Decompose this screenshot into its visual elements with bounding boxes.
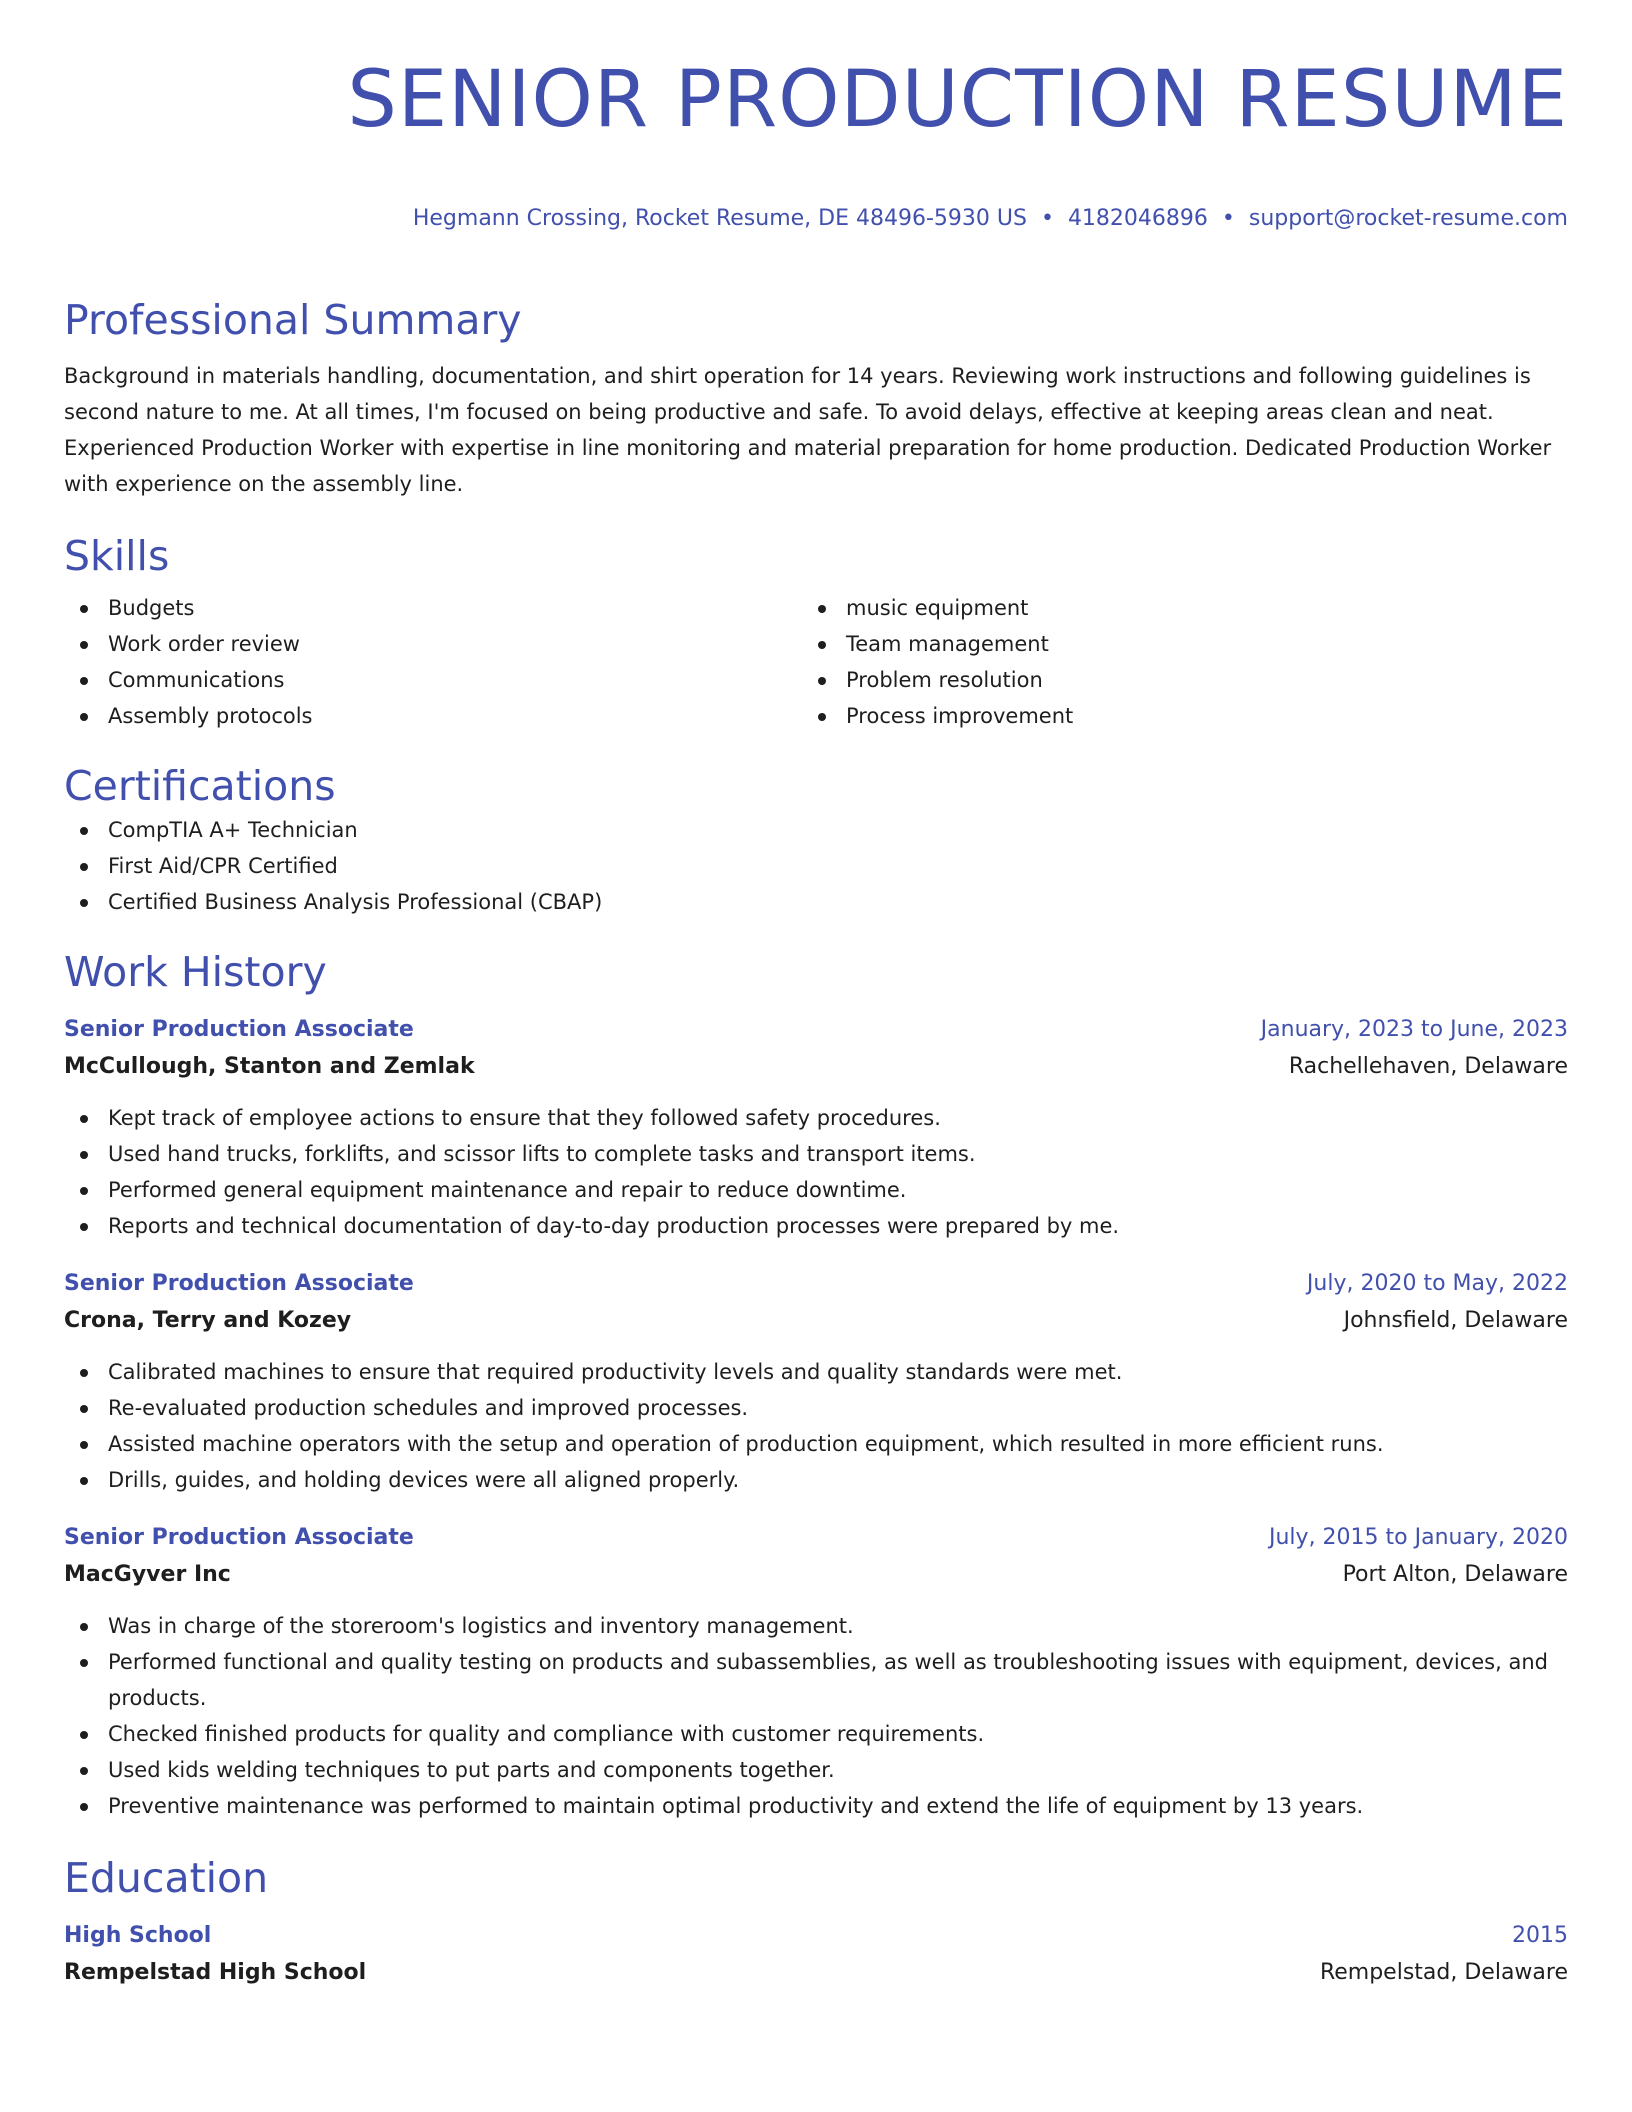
skill-item: Assembly protocols [64, 698, 802, 734]
job-duty-item: Reports and technical documentation of day-to-day production processes were prepared by me. [64, 1208, 1568, 1244]
contact-separator: • [1221, 206, 1235, 231]
job-duties-list [64, 1354, 1568, 1498]
job-company: Crona, Terry and Kozey [64, 1308, 352, 1333]
certification-item: Certified Business Analysis Professional (CBAP) [64, 884, 1568, 920]
skill-item: Communications [64, 662, 802, 698]
job-title: Senior Production Associate [64, 1525, 414, 1550]
job-location: Rachellehaven, Delaware [1288, 1054, 1568, 1079]
job-header-row [64, 1520, 1568, 1556]
job-duty-item: Performed functional and quality testing on products and subassemblies, as well as troubleshooting issues with equipment, devices, and products. [64, 1644, 1568, 1716]
job-title: Senior Production Associate [64, 1271, 414, 1296]
job-dates: July, 2015 to January, 2020 [1269, 1525, 1568, 1550]
education-header-row [64, 1918, 1568, 1954]
education-degree: High School [64, 1923, 212, 1948]
job-location: Johnsfield, Delaware [1343, 1308, 1568, 1333]
skill-item: Problem resolution [802, 662, 1540, 698]
job-company: McCullough, Stanton and Zemlak [64, 1054, 475, 1079]
job-duty-item: Re-evaluated production schedules and improved processes. [64, 1390, 1568, 1426]
job-title: Senior Production Associate [64, 1017, 414, 1042]
job-duty-item: Used kids welding techniques to put parts and components together. [64, 1752, 1568, 1788]
job-duty-item: Kept track of employee actions to ensure that they followed safety procedures. [64, 1100, 1568, 1136]
job-duty-item: Assisted machine operators with the setup and operation of production equipment, which resulted in more efficient runs. [64, 1426, 1568, 1462]
contact-line [64, 204, 1568, 234]
education-school-row [64, 1954, 1568, 1992]
job-duty-item: Preventive maintenance was performed to maintain optimal productivity and extend the life of equipment by 13 years. [64, 1788, 1568, 1824]
job-duty-item: Checked finished products for quality and compliance with customer requirements. [64, 1716, 1568, 1752]
summary-text: Background in materials handling, documentation, and shirt operation for 14 years. Reviewing work instructions and following guidelines is second nature to me. At all times, I'm focused on being productive and safe. To avoid delays, effective at keeping areas clean and neat. Experienced Production Worker with expertise in line monitoring and material preparation for home production. Dedicated Production Worker with experience on the assembly line. [64, 364, 1552, 496]
summary-heading: Professional Summary [64, 296, 522, 344]
job-company-row [64, 1556, 1568, 1594]
job-duty-item: Drills, guides, and holding devices were all aligned properly. [64, 1462, 1568, 1498]
skill-item: Work order review [64, 626, 802, 662]
job-location: Port Alton, Delaware [1342, 1562, 1568, 1587]
education-year: 2015 [1512, 1923, 1568, 1948]
certifications-list [64, 812, 1568, 920]
certifications-heading: Certifications [64, 762, 336, 810]
job-header-row [64, 1012, 1568, 1048]
job-company: MacGyver Inc [64, 1562, 231, 1587]
work-history-heading: Work History [64, 948, 327, 996]
job-duty-item: Calibrated machines to ensure that required productivity levels and quality standards were met. [64, 1354, 1568, 1390]
resume-name: SENIOR PRODUCTION RESUME [347, 55, 1568, 145]
job-entry [64, 1520, 1568, 1824]
job-duty-item: Performed general equipment maintenance and repair to reduce downtime. [64, 1172, 1568, 1208]
job-duty-item: Was in charge of the storeroom's logistics and inventory management. [64, 1608, 1568, 1644]
skills-heading: Skills [64, 532, 170, 580]
job-header-row [64, 1266, 1568, 1302]
certification-item: CompTIA A+ Technician [64, 812, 1568, 848]
skill-item: Process improvement [802, 698, 1540, 734]
job-entry [64, 1012, 1568, 1244]
skills-list-right [802, 590, 1540, 734]
job-duties-list [64, 1608, 1568, 1824]
job-duties-list [64, 1100, 1568, 1244]
contact-separator: • [1040, 206, 1054, 231]
job-entry [64, 1266, 1568, 1498]
job-duty-item: Used hand trucks, forklifts, and scissor lifts to complete tasks and transport items. [64, 1136, 1568, 1172]
education-school: Rempelstad High School [64, 1960, 367, 1985]
contact-email[interactable]: support@rocket-resume.com [1248, 206, 1568, 231]
contact-address: Hegmann Crossing, Rocket Resume, DE 48496-5930 US [412, 206, 1027, 231]
skills-list-left [64, 590, 802, 734]
job-dates: January, 2023 to June, 2023 [1260, 1017, 1568, 1042]
skills-grid [64, 590, 1568, 734]
skill-item: music equipment [802, 590, 1540, 626]
education-location: Rempelstad, Delaware [1319, 1960, 1568, 1985]
contact-phone: 4182046896 [1067, 206, 1208, 231]
education-heading: Education [64, 1854, 269, 1902]
certification-item: First Aid/CPR Certified [64, 848, 1568, 884]
job-dates: July, 2020 to May, 2022 [1306, 1271, 1568, 1296]
skill-item: Team management [802, 626, 1540, 662]
skill-item: Budgets [64, 590, 802, 626]
education-entry [64, 1918, 1568, 1992]
job-company-row [64, 1048, 1568, 1086]
job-company-row [64, 1302, 1568, 1340]
